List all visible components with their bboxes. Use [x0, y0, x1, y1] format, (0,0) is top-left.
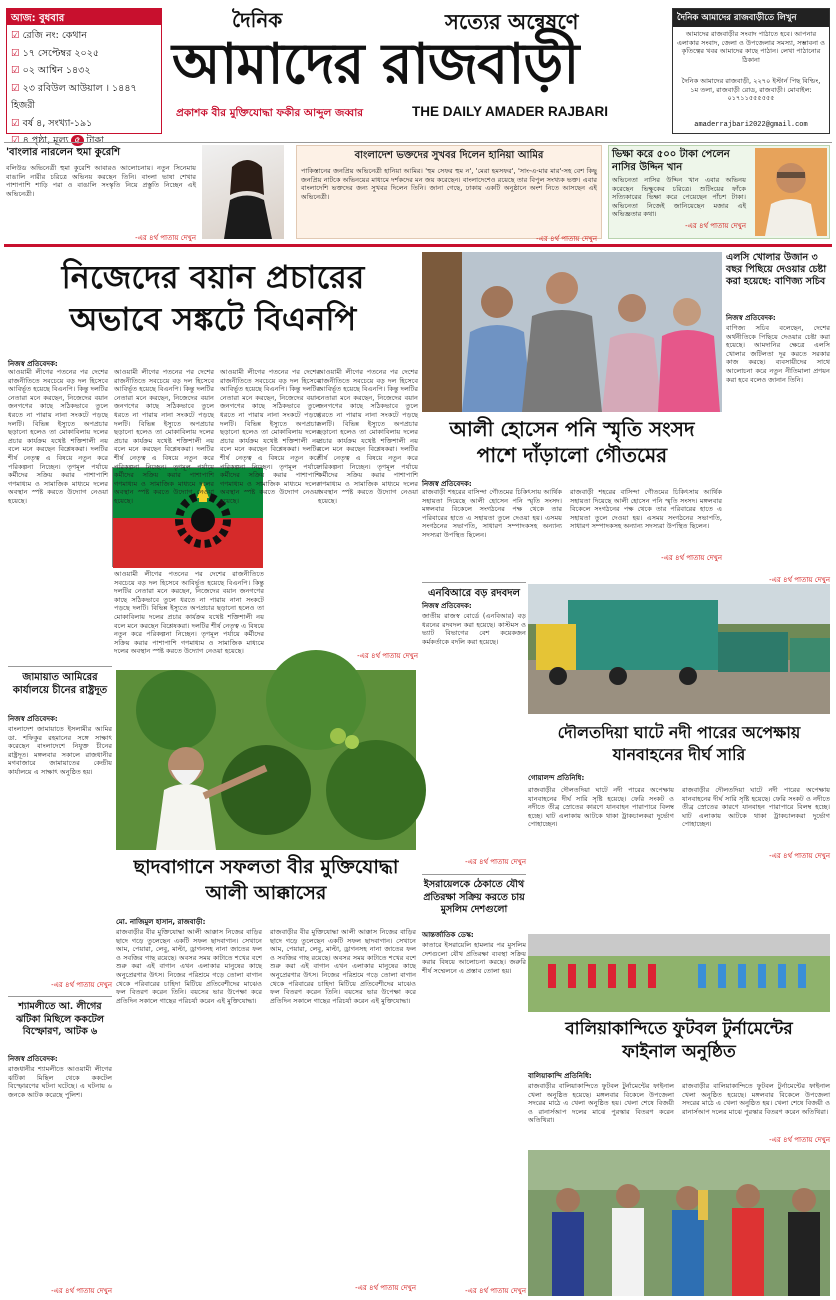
israel-story[interactable] [422, 874, 526, 1296]
reg-no: ☑ রেজি নং: কেথান [11, 30, 87, 41]
football-cont: -এর ৪র্থ পাতায় দেখুন [769, 1136, 830, 1144]
football-body-col2: রাজবাড়ীর বালিয়াকান্দিতে ফুটবল টুর্নামেন্টের ফাইনাল খেলা অনুষ্ঠিত হয়েছে। মঙ্গলবার বিকেলে উপজেলা সদরের মাঠে এ খেলা অনুষ্ঠিত হয়। খেলা শেষে বিজয়ী ও রানার্সআপ দলের মাঝে পুরস্কার বিতরণ করেন অতিথিরা। [682, 1082, 830, 1116]
nasir-photo [755, 148, 827, 236]
nbr-cont: -এর ৪র্থ পাতায় দেখুন [465, 858, 526, 866]
jamaat-cont: -এর ৪র্থ পাতায় দেখুন [51, 981, 112, 989]
date-english: ☑ ১৭ সেপ্টেম্বর ২০২৫ [11, 47, 100, 59]
garden-body-col2: রাজবাড়ীর বীর মুক্তিযোদ্ধা আলী আক্কাস নিজের বাড়ির ছাদে গড়ে তুলেছেন একটি সফল ছাদবাগান। সেখানে আম, পেয়ারা, লেবু, মাল্টা, ড্রাগনসহ নানা জাতের ফল ও সবজির গাছ রয়েছে। অবসর সময় কাটাতে শখের বশে শুরু করা এই বাগান এখন এলাকার মানুষের কাছে অনুপ্রেরণার উৎস। নিজের পরিশ্রমে গড়ে তোলা বাগান থেকে পরিবারের চাহিদা মিটিয়ে প্রতিবেশীদের মাঝেও ফল বিতরণ করেন তিনি। বয়সের ভার উপেক্ষা করে প্রতিদিন সকালে গাছের পরিচর্যা করেন এই মুক্তিযোদ্ধা। [270, 928, 416, 1005]
football-photo-top [528, 934, 830, 1012]
lead-cont: -এর ৪র্থ পাতায় দেখুন [357, 652, 418, 660]
teaser-nasir-cont: -এর ৪র্থ পাতায় দেখুন [685, 222, 746, 230]
lc-story[interactable] [726, 252, 830, 582]
teaser-hania[interactable] [296, 145, 602, 243]
teaser-huma-cont: -এর ৪র্থ পাতায় দেখুন [135, 234, 196, 242]
contact-address: দৈনিক আমাদের রাজবাড়ী, ২২৭০ ইস্টার্ন পিছ বিল্ডিং, ১ম তলা, রাজবাড়ী রোড, রাজবাড়ী। মোবাইল: ০১৭১১৫৫৫৫৫৫ [681, 77, 821, 103]
contact-heading: দৈনিক আমাদের রাজবাড়ীতে লিখুন [673, 9, 829, 27]
israel-cont: -এর ৪র্থ পাতায় দেখুন [465, 1287, 526, 1295]
publisher-line: প্রকাশক বীর মুক্তিযোদ্ধা ফকীর আব্দুল জব্বার [176, 107, 364, 119]
daily-label: দৈনিক [232, 8, 283, 32]
teaser-huma-title: 'বাংলার নারলেন হুমা কুরেশি [6, 147, 121, 158]
ali-headline: আলী হোসেন পনি স্মৃতি সংসদ পাশে দাঁড়ালো গৌতমের [449, 417, 695, 467]
date-bangla: ☑ ০২ আশ্বিন ১৪৩২ [11, 65, 91, 76]
garden-dateline: মো. নাজিমুল হাসান, রাজবাড়ী: [116, 918, 206, 926]
teaser-huma[interactable] [6, 145, 284, 242]
garden-story[interactable] [116, 852, 416, 1296]
shyamali-body: রাজধানীর শ্যামলীতে আওয়ামী লীগের ঝটিকা মিছিল থেকে ককটেল বিস্ফোরণের ঘটনা ঘটেছে। এ ঘটনায় ৬ জনকে আটক করেছে পুলিশ। [8, 1065, 112, 1099]
daulat-dateline: গোয়ালন্দ প্রতিনিধি: [528, 774, 585, 782]
lead-body-col1: আওয়ামী লীগের পতনের পর দেশের রাজনীতিতে সবচেয়ে বড় দল হিসেবে আবির্ভূত হয়েছে বিএনপি। কিন্তু দলটির নেতারা মনে করছেন, নিজেদের বয়ান জনগণের কাছে সঠিকভাবে তুলে ধরতে না পারায় নানা সংকটে পড়ছে দলটি। বিভিন্ন ইস্যুতে অপপ্রচার ছড়ানো হলেও তা মোকাবিলায় দলের প্রচার কার্যক্রম যথেষ্ট শক্তিশালী নয় বলে মনে করছেন বিশ্লেষকরা। দলটির শীর্ষ নেতৃত্ব এ বিষয়ে নতুন করে পরিকল্পনা নিচ্ছেন। তৃণমূল পর্যায়ে কর্মীদের সক্রিয় করার পাশাপাশি গণমাধ্যম ও সামাজিক মাধ্যমে দলের অবস্থান স্পষ্ট করতে উদ্যোগ নেওয়া হয়েছে। [8, 368, 108, 505]
teaser-nasir[interactable] [608, 145, 830, 239]
date-panel [6, 8, 162, 146]
football-dateline: বালিয়াকান্দি প্রতিনিধি: [528, 1072, 592, 1080]
red-divider [4, 244, 832, 247]
football-photo-bottom [528, 1150, 830, 1296]
price: ☑ ৪ পৃষ্ঠা, মূল্য ৫ টাকা [11, 135, 104, 146]
israel-body: কাতারে ইসরায়েলি হামলার পর মুসলিম দেশগুলো যৌথ প্রতিরক্ষা ব্যবস্থা সক্রিয় করার বিষয়ে আলোচনা করছে। জরুরি শীর্ষ সম্মেলনে এ প্রস্তাব তোলা হয়। [422, 941, 526, 975]
jamaat-headline: জামায়াত আমিরের কার্যালয়ে চীনের রাষ্ট্রদূত [12, 672, 108, 696]
garden-body-col1: রাজবাড়ীর বীর মুক্তিযোদ্ধা আলী আক্কাস নিজের বাড়ির ছাদে গড়ে তুলেছেন একটি সফল ছাদবাগান। সেখানে আম, পেয়ারা, লেবু, মাল্টা, ড্রাগনসহ নানা জাতের ফল ও সবজির গাছ রয়েছে। অবসর সময় কাটাতে শখের বশে শুরু করা এই বাগান এখন এলাকার মানুষের কাছে অনুপ্রেরণার উৎস। নিজের পরিশ্রমে গড়ে তোলা বাগান থেকে পরিবারের চাহিদা মিটিয়ে প্রতিবেশীদের মাঝেও ফল বিতরণ করেন তিনি। বয়সের ভার উপেক্ষা করে প্রতিদিন সকালে গাছের পরিচর্যা করেন এই মুক্তিযোদ্ধা। [116, 928, 262, 1005]
nbr-story[interactable] [422, 582, 526, 872]
lead-headline: নিজেদের বয়ান প্রচারের অভাবে সঙ্কটে বিএনপি [61, 258, 365, 338]
contact-email: amaderrajbari2022@gmail.com [694, 121, 808, 129]
lead-body-col4: আওয়ামী লীগের পতনের পর দেশের রাজনীতিতে সবচেয়ে বড় দল হিসেবে আবির্ভূত হয়েছে বিএনপি। কিন্তু দলটির নেতারা মনে করছেন, নিজেদের বয়ান জনগণের কাছে সঠিকভাবে তুলে ধরতে না পারায় নানা সংকটে পড়ছে দলটি। বিভিন্ন ইস্যুতে অপপ্রচার ছড়ানো হলেও তা মোকাবিলায় দলের প্রচার কার্যক্রম যথেষ্ট শক্তিশালী নয় বলে মনে করছেন বিশ্লেষকরা। দলটির শীর্ষ নেতৃত্ব এ বিষয়ে নতুন করে পরিকল্পনা নিচ্ছেন। তৃণমূল পর্যায়ে কর্মীদের সক্রিয় করার পাশাপাশি গণমাধ্যম ও সামাজিক মাধ্যমে দলের অবস্থান স্পষ্ট করতে উদ্যোগ নেওয়া হয়েছে। [318, 368, 418, 505]
lc-headline: এলসি খোলার উজান ৩ বছর পিছিয়ে দেওয়ার চেষ্টা করা হয়েছে: বাণিজ্য সচিব [726, 252, 827, 287]
israel-headline: ইসরায়েলকে ঠেকাতে যৌথ প্রতিরক্ষা সক্রিয় করতে চায় মুসলিম দেশগুলো [423, 879, 525, 915]
volume: ☑ বর্ষ ৪, সংখ্যা-১৯১ [11, 117, 93, 129]
day-label: আজ: বুধবার [7, 9, 161, 25]
football-body-col1: রাজবাড়ীর বালিয়াকান্দিতে ফুটবল টুর্নামেন্টের ফাইনাল খেলা অনুষ্ঠিত হয়েছে। মঙ্গলবার বিকেলে উপজেলা সদরের মাঠে এ খেলা অনুষ্ঠিত হয়। খেলা শেষে বিজয়ী ও রানার্সআপ দলের মাঝে পুরস্কার বিতরণ করেন অতিথিরা। [528, 1082, 674, 1125]
teaser-hania-cont: -এর ৪র্থ পাতায় দেখুন [536, 235, 597, 243]
nbr-dateline: নিজস্ব প্রতিবেদক: [422, 602, 472, 610]
nbr-body: জাতীয় রাজস্ব বোর্ডে (এনবিআর) বড় ধরনের রদবদল করা হয়েছে। কাস্টমস ও ভ্যাট বিভাগের বেশ কয়েকজন কর্মকর্তাকে বদলি করা হয়েছে। [422, 612, 526, 646]
lead-body-col3: আওয়ামী লীগের পতনের পর দেশের রাজনীতিতে সবচেয়ে বড় দল হিসেবে আবির্ভূত হয়েছে বিএনপি। কিন্তু দলটির নেতারা মনে করছেন, নিজেদের বয়ান জনগণের কাছে সঠিকভাবে তুলে ধরতে না পারায় নানা সংকটে পড়ছে দলটি। বিভিন্ন ইস্যুতে অপপ্রচার ছড়ানো হলেও তা মোকাবিলায় দলের প্রচার কার্যক্রম যথেষ্ট শক্তিশালী নয় বলে মনে করছেন বিশ্লেষকরা। দলটির শীর্ষ নেতৃত্ব এ বিষয়ে নতুন করে পরিকল্পনা নিচ্ছেন। তৃণমূল পর্যায়ে কর্মীদের সক্রিয় করার পাশাপাশি গণমাধ্যম ও সামাজিক মাধ্যমে দলের অবস্থান স্পষ্ট করতে উদ্যোগ নেওয়া হয়েছে। [220, 368, 320, 505]
contact-text: আমাদের রাজবাড়ীর সংবাদ পাঠাতে হবে। আপনার এলাকার সংবাদ, জেলা ও উপজেলার সমস্যা, সম্ভাবনা ও কৃতিত্বের খবর আমাদের কাছে পাঠান। লেখা পাঠানোর ঠিকানা [677, 30, 826, 64]
ali-body-col1: রাজবাড়ী শহরের বাসিন্দা গৌতমের চিকিৎসায় আর্থিক সহায়তা দিয়েছে আলী হোসেন পনি স্মৃতি সংসদ। মঙ্গলবার বিকেলে সংগঠনের পক্ষ থেকে তার পরিবারের হাতে এ সহায়তা তুলে দেওয়া হয়। এসময় সংগঠনের সভাপতি, সাধারণ সম্পাদকসহ অন্যান্য সদস্যরা উপস্থিত ছিলেন। [422, 488, 562, 539]
lc-dateline: নিজস্ব প্রতিবেদক: [726, 314, 776, 322]
lead-dateline: নিজস্ব প্রতিবেদক: [8, 360, 58, 368]
ali-photo [422, 252, 722, 412]
trucks-photo [528, 584, 830, 714]
jamaat-dateline: নিজস্ব প্রতিবেদক: [8, 715, 58, 723]
shyamali-headline: শ্যামলীতে আ. লীগের ঝটিকা মিছিলে ককটেল বিস্ফোরণ, আটক ৬ [16, 1001, 104, 1037]
teaser-nasir-text: অভিনেতা নাসির উদ্দিন খান এবার অভিনয় করেছেন ভিক্ষুকের চরিত্রে। শুটিংয়ের ফাঁকে সত্যিকারের ভিক্ষা করে পেয়েছেন পাঁচশ টাকা। অভিনেতা নিজেই জানিয়েছেন মজার এই অভিজ্ঞতার কথা। [612, 176, 746, 219]
daulat-headline: দৌলতদিয়া ঘাটে নদী পারের অপেক্ষায় যানবাহনের দীর্ঘ সারি [557, 723, 801, 764]
shyamali-story[interactable] [8, 996, 112, 1296]
israel-dateline: আন্তর্জাতিক ডেস্ক: [422, 931, 474, 939]
teaser-nasir-title: ভিক্ষা করে ৫০০ টাকা পেলেন নাসির উদ্দিন খান [612, 149, 730, 173]
football-story[interactable] [528, 1016, 830, 1146]
football-headline: বালিয়াকান্দিতে ফুটবল টুর্নামেন্টের ফাইনাল অনুষ্ঠিত [565, 1019, 793, 1062]
jamaat-story[interactable] [8, 666, 112, 992]
lead-body-col2: আওয়ামী লীগের পতনের পর দেশের রাজনীতিতে সবচেয়ে বড় দল হিসেবে আবির্ভূত হয়েছে বিএনপি। কিন্তু দলটির নেতারা মনে করছেন, নিজেদের বয়ান জনগণের কাছে সঠিকভাবে তুলে ধরতে না পারায় নানা সংকটে পড়ছে দলটি। বিভিন্ন ইস্যুতে অপপ্রচার ছড়ানো হলেও তা মোকাবিলায় দলের প্রচার কার্যক্রম যথেষ্ট শক্তিশালী নয় বলে মনে করছেন বিশ্লেষকরা। দলটির শীর্ষ নেতৃত্ব এ বিষয়ে নতুন করে পরিকল্পনা নিচ্ছেন। তৃণমূল পর্যায়ে কর্মীদের সক্রিয় করার পাশাপাশি গণমাধ্যম ও সামাজিক মাধ্যমে দলের অবস্থান স্পষ্ট করতে উদ্যোগ নেওয়া হয়েছে। [114, 368, 214, 505]
english-title: THE DAILY AMADER RAJBARI [412, 104, 609, 119]
daulat-body-col2: রাজবাড়ীর দৌলতদিয়া ঘাটে নদী পারের অপেক্ষায় যানবাহনের দীর্ঘ সারি সৃষ্টি হয়েছে। ফেরি সংকট ও নদীতে তীব্র স্রোতের কারণে যানবাহন পারাপারে বিলম্ব হচ্ছে। ঘাট এলাকায় আটকে থাকা ট্রাকচালকরা দুর্ভোগ পোহাচ্ছেন। [682, 786, 830, 829]
jamaat-body: বাংলাদেশ জামায়াতে ইসলামীর আমির ডা. শফিকুর রহমানের সঙ্গে সাক্ষাৎ করেছেন বাংলাদেশে নিযুক্ত চীনের রাষ্ট্রদূত। মঙ্গলবার সকালে রাজধানীর মগবাজারে জামায়াতের কেন্দ্রীয় কার্যালয়ে এ সাক্ষাৎ অনুষ্ঠিত হয়। [8, 725, 112, 776]
lc-cont: -এর ৪র্থ পাতায় দেখুন [769, 576, 830, 584]
daulat-body-col1: রাজবাড়ীর দৌলতদিয়া ঘাটে নদী পারের অপেক্ষায় যানবাহনের দীর্ঘ সারি সৃষ্টি হয়েছে। ফেরি সংকট ও নদীতে তীব্র স্রোতের কারণে যানবাহন পারাপারে বিলম্ব হচ্ছে। ঘাট এলাকায় আটকে থাকা ট্রাকচালকরা দুর্ভোগ পোহাচ্ছেন। [528, 786, 674, 829]
nbr-headline: এনবিআরে বড় রদবদল [428, 588, 520, 599]
ali-body-col2: রাজবাড়ী শহরের বাসিন্দা গৌতমের চিকিৎসায় আর্থিক সহায়তা দিয়েছে আলী হোসেন পনি স্মৃতি সংসদ। মঙ্গলবার বিকেলে সংগঠনের পক্ষ থেকে তার পরিবারের হাতে এ সহায়তা তুলে দেওয়া হয়। এসময় সংগঠনের সভাপতি, সাধারণ সম্পাদকসহ অন্যান্য সদস্যরা উপস্থিত ছিলেন। [570, 488, 722, 531]
teaser-huma-text: বলিউড অভিনেত্রী হুমা কুরেশি আবারও আলোচনায়। নতুন সিনেমায় বাঙালি নারীর চরিত্রে অভিনয় করছেন তিনি। বাংলা ভাষা শেখার পাশাপাশি শাড়ি পরা ও বাঙালি সংস্কৃতি নিয়ে প্রস্তুতি নিচ্ছেন এই অভিনেত্রী। [6, 164, 196, 198]
teaser-hania-title: বাংলাদেশ ভক্তদের সুখবর দিলেন হানিয়া আমির [354, 150, 544, 161]
newspaper-title: আমাদের রাজবাড়ী [172, 31, 579, 97]
lead-story[interactable] [8, 252, 418, 662]
masthead [0, 0, 836, 146]
lead-body-col2b: আওয়ামী লীগের পতনের পর দেশের রাজনীতিতে সবচেয়ে বড় দল হিসেবে আবির্ভূত হয়েছে বিএনপি। কিন্তু দলটির নেতারা মনে করছেন, নিজেদের বয়ান জনগণের কাছে সঠিকভাবে তুলে ধরতে না পারায় নানা সংকটে পড়ছে দলটি। বিভিন্ন ইস্যুতে অপপ্রচার ছড়ানো হলেও তা মোকাবিলায় দলের প্রচার কার্যক্রম যথেষ্ট শক্তিশালী নয় বলে মনে করছেন বিশ্লেষকরা। দলটির শীর্ষ নেতৃত্ব এ বিষয়ে নতুন করে পরিকল্পনা নিচ্ছেন। তৃণমূল পর্যায়ে কর্মীদের সক্রিয় করার পাশাপাশি গণমাধ্যম ও সামাজিক মাধ্যমে দলের অবস্থান স্পষ্ট করতে উদ্যোগ নেওয়া হয়েছে। [114, 570, 264, 656]
garden-cont: -এর ৪র্থ পাতায় দেখুন [355, 1284, 416, 1292]
teaser-hania-text: পাকিস্তানের জনপ্রিয় অভিনেত্রী হানিয়া আমির। 'হুম সেফর হুম ন', 'মেরা হমসফর', 'সাং-এ-মার মার'-সহ বেশ কিছু জনপ্রিয় নাটকে অভিনয়ের মাধ্যমে দর্শকদের মন জয় করেছেন। বাংলাদেশেও রয়েছে তার বিপুল সংখ্যক ভক্ত। এবার বাংলাদেশি ভক্তদের জন্য সুখবর দিলেন তিনি। জানা গেছে, ঢাকায় একটি অনুষ্ঠানে অংশ নিতে আসছেন এই অভিনেত্রী। [301, 167, 597, 201]
lc-body: বাণিজ্য সচিব বলেছেন, দেশের অর্থনীতিকে পিছিয়ে দেওয়ার চেষ্টা করা হয়েছে। আমদানির ক্ষেত্রে এলসি খোলার জটিলতা দূর করতে সরকার কাজ করছে। ব্যবসায়ীদের সাথে আলোচনা করে নতুন নীতিমালা প্রণয়ন করা হবে বলেও জানান তিনি। [726, 324, 830, 384]
shyamali-dateline: নিজস্ব প্রতিবেদক: [8, 1055, 58, 1063]
date-hijri: ☑ ২৩ রবিউল আউয়াল । ১৪৪৭ হিজরী [11, 82, 137, 111]
slogan: সত্যের অন্বেষণে [445, 9, 579, 34]
huma-photo [202, 145, 284, 239]
teaser-strip [4, 142, 832, 242]
daulat-story[interactable] [528, 718, 830, 866]
garden-photo [116, 670, 416, 850]
ali-cont: -এর ৪র্থ পাতায় দেখুন [661, 554, 722, 562]
ali-dateline: নিজস্ব প্রতিবেদক: [422, 480, 472, 488]
daulat-cont: -এর ৪র্থ পাতায় দেখুন [769, 852, 830, 860]
shyamali-cont: -এর ৪র্থ পাতায় দেখুন [51, 1287, 112, 1295]
contact-box [672, 8, 830, 134]
garden-headline: ছাদবাগানে সফলতা বীর মুক্তিযোদ্ধা আলী আক্কাসের [133, 856, 399, 904]
